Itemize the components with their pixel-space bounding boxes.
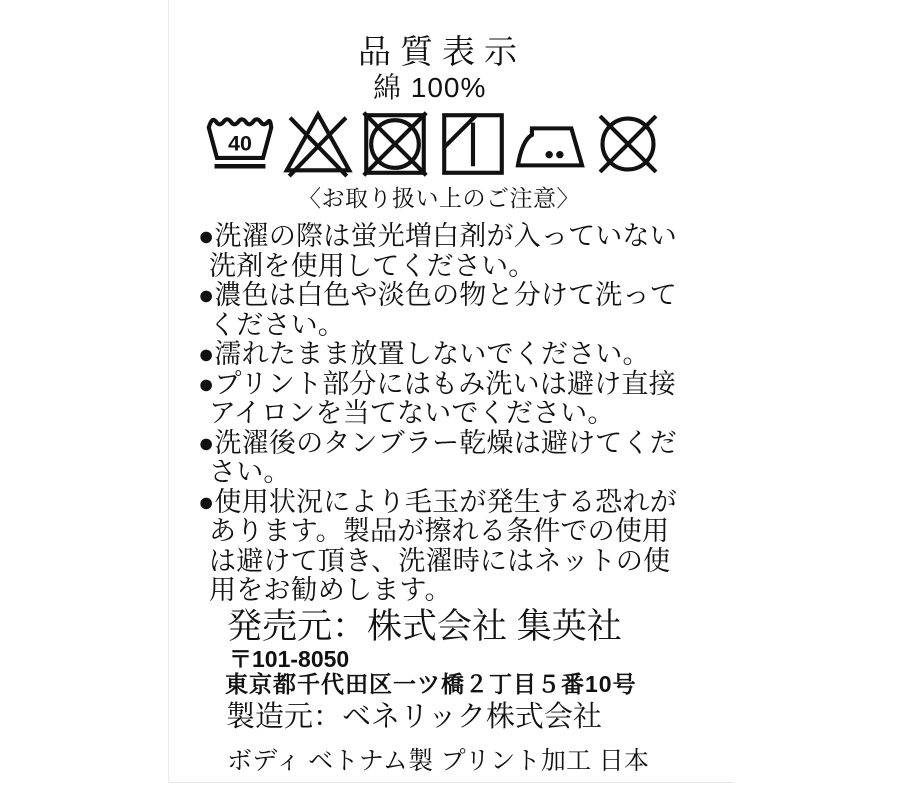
care-note-line: ●洗濯の際は蛍光増白剤が入っていない: [198, 221, 677, 251]
iron-medium-two-dots-icon: [513, 107, 587, 181]
care-note-line: アイロンを当てないでください。: [209, 398, 615, 428]
care-notes: [198, 222, 703, 606]
care-label-card: [168, 0, 734, 783]
care-symbols-row: [203, 107, 665, 181]
care-note-line: ●洗濯後のタンブラー乾燥は避けてくだ: [198, 427, 677, 458]
no-tumble-dry-icon: [358, 107, 432, 181]
precautions-heading: 〈お取り扱い上のご注意〉: [298, 185, 580, 211]
wash-temp-number: 40: [228, 131, 252, 156]
origin-line: ボディ ベトナム製 プリント加工 日本: [227, 746, 650, 775]
shade-hang-dry-icon: [436, 107, 510, 181]
page-title: 品質表示: [358, 33, 526, 70]
manufacturer-line: 製造元：ベネリック株式会社: [226, 700, 602, 733]
care-note-line: さい。: [209, 457, 291, 487]
care-note-line: ●プリント部分にはもみ洗いは避け直接: [198, 368, 676, 399]
care-note-line: 洗剤を使用してください。: [209, 250, 536, 281]
no-bleach-icon: [281, 107, 355, 181]
care-note-line: ●使用状況により毛玉が発生する恐れが: [198, 486, 677, 517]
distributor-line: 発売元：株式会社 集英社: [227, 606, 622, 646]
care-note-line: 用をお勧めします。: [209, 575, 452, 605]
wash-40-gentle-icon: [203, 107, 277, 181]
care-note-line: ください。: [209, 309, 345, 340]
postal-code: 〒101-8050: [229, 645, 350, 672]
company-address: 東京都千代田区一ツ橋２丁目５番10号: [225, 670, 637, 697]
care-note-line: は避けて頂き、洗濯時にはネットの使: [209, 545, 671, 576]
care-note-line: ●濃色は白色や淡色の物と分けて洗って: [198, 280, 677, 310]
no-dry-clean-icon: [591, 107, 665, 181]
care-note-line: ●濡れたまま放置しないでください。: [198, 339, 650, 369]
material-composition: 綿 100%: [373, 72, 487, 103]
care-note-line: あります。製品が擦れる条件での使用: [209, 516, 670, 546]
